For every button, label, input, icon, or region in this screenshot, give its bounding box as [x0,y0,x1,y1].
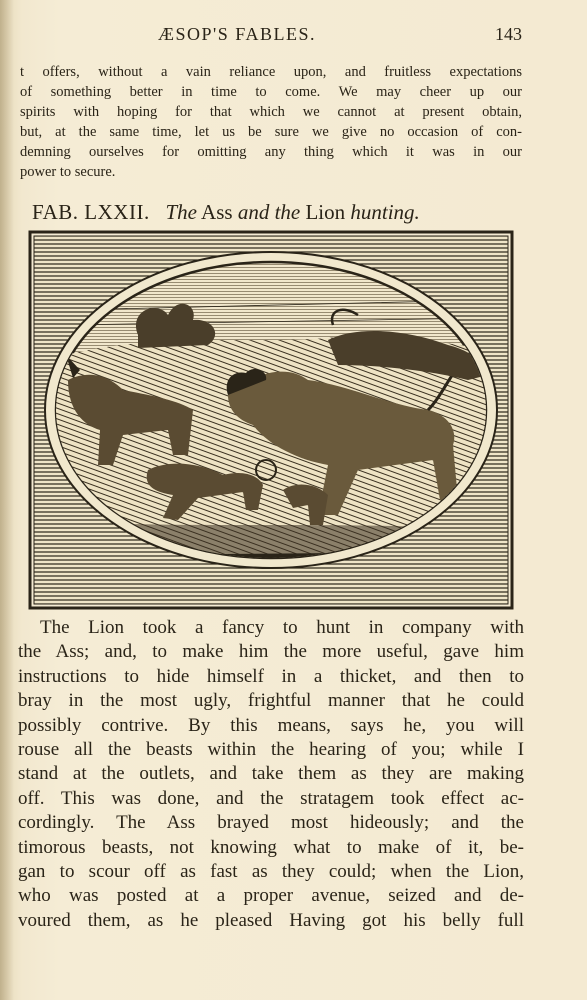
top-paragraph [20,62,522,182]
text-line: the Ass; and, to make him the more useful, gave him [18,641,524,663]
text-line: of something better in time to come. We may cheer up our [20,84,522,100]
fable-title-word: and [237,200,270,224]
gutter-shadow [0,0,14,1000]
text-line: off. This was done, and the stratagem took effect ac- [18,787,524,809]
text-line: spirits with hoping for that which we cannot at present obtain, [20,104,522,120]
running-title: ÆSOP'S FABLES. [158,24,316,44]
fable-number: FAB. LXXII. [32,200,150,224]
fable-title-word: Lion [305,200,346,224]
text-line: gan to scour off as fast as they could; when the Lion, [18,860,524,882]
text-line: who was posted at a proper avenue, seized and de- [18,885,524,907]
fable-title-word: The [165,200,197,224]
text-line: instructions to hide himself in a thicket, and then to [18,665,524,687]
text-line: demning ourselves for omitting any thing which it was in our [20,144,522,160]
text-line: stand at the outlets, and take them as they are making [18,763,524,785]
text-line: possibly contrive. By this means, says he, you will [18,714,524,736]
running-head [0,24,587,48]
fable-title-word: the [274,200,301,224]
fable-title-word: hunting. [350,200,420,224]
text-line: voured them, as he pleased Having got his belly full [18,909,524,931]
text-line: timorous beasts, not knowing what to make of it, be- [18,836,524,858]
woodcut-lion-ass-hunting-icon [28,230,514,610]
fable-heading [32,200,522,226]
page-number: 143 [495,24,522,44]
text-line: power to secure. [20,164,116,180]
text-line: rouse all the beasts within the hearing of you; while I [18,738,524,760]
text-line: but, at the same time, let us be sure we give no occasion of con- [20,124,522,140]
fable-body [18,616,524,933]
text-line: bray in the most ugly, frightful manner that he could [18,690,524,712]
text-line: cordingly. The Ass brayed most hideously; and the [18,812,524,834]
text-line: The Lion took a fancy to hunt in company with [40,617,524,638]
text-line: t offers, without a vain reliance upon, and fruitless expectations [20,64,522,80]
fable-title-word: Ass [201,200,233,224]
